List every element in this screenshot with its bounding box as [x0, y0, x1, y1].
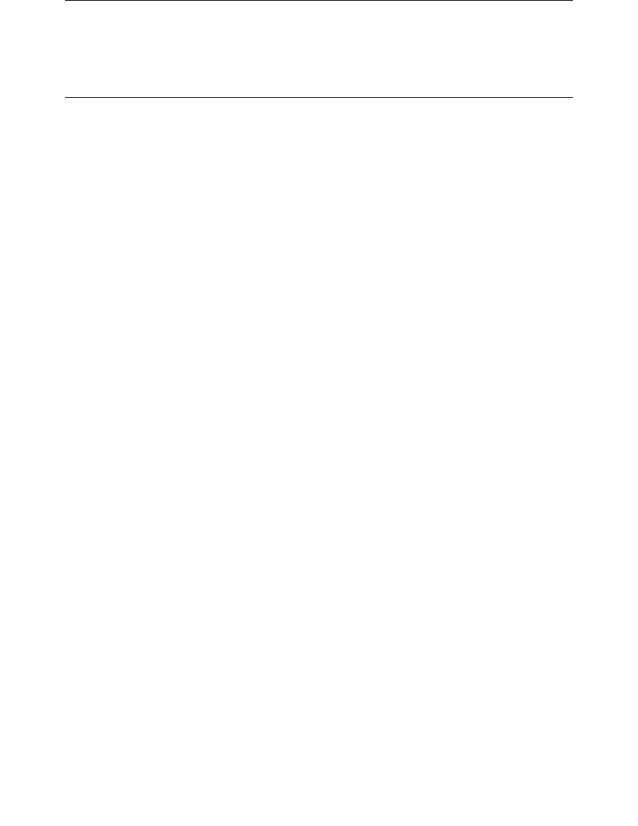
table-bottom-rule — [65, 0, 573, 1]
table-title — [65, 80, 75, 96]
table-top-rule — [65, 97, 573, 98]
